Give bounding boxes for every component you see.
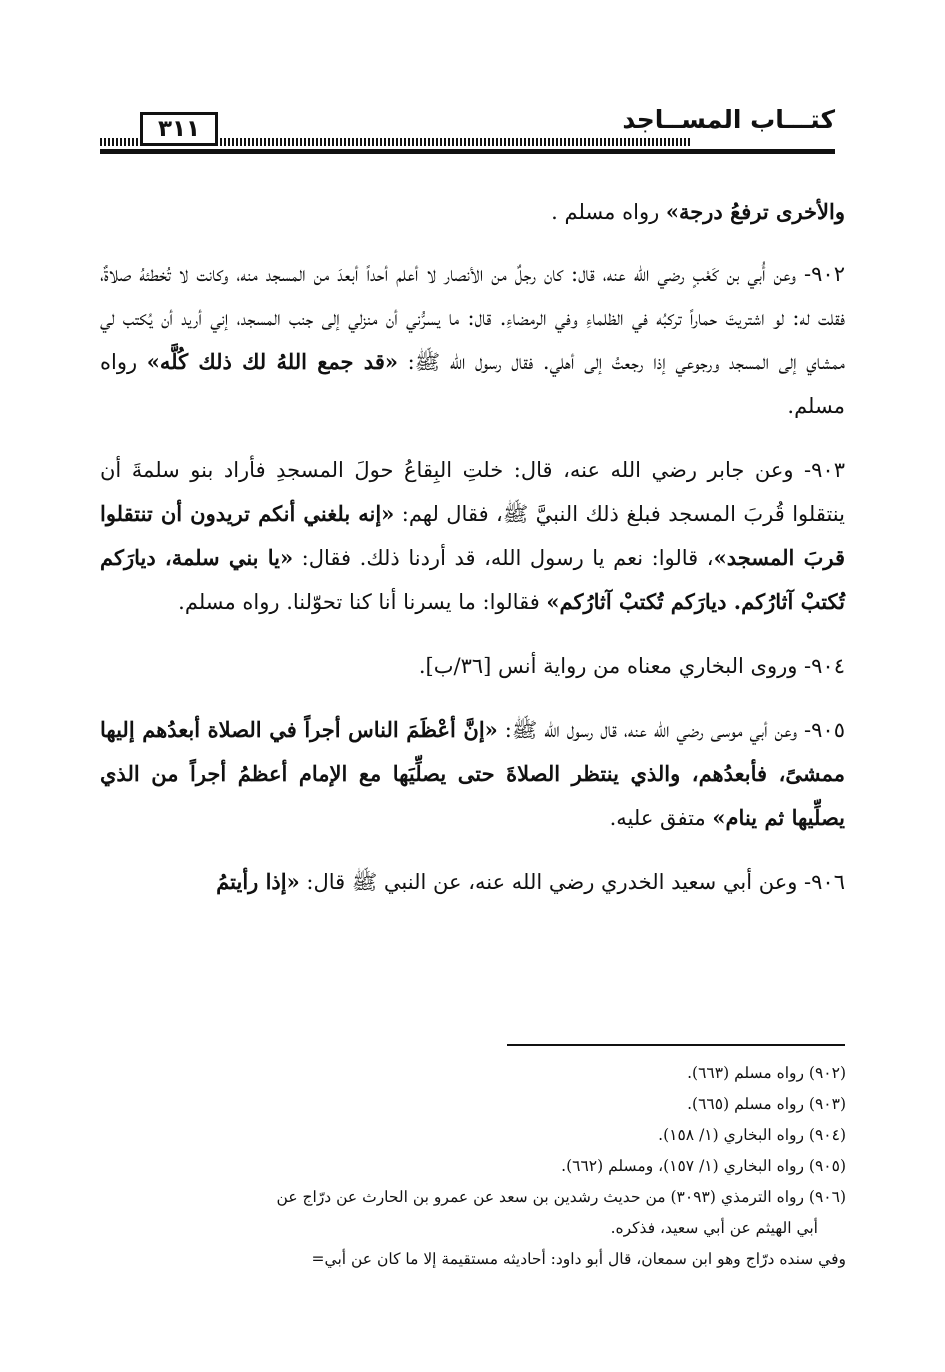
main-text	[100, 190, 845, 924]
hadith-903	[100, 448, 845, 624]
footnote-903: (٩٠٣) رواه مسلم (٦٦٥).	[687, 1095, 846, 1113]
text-span: رواه مسلم .	[551, 200, 666, 224]
footnote-905: (٩٠٥) رواه البخاري (١/ ١٥٧)، ومسلم (٦٦٢).	[561, 1157, 846, 1175]
text-span: ٩٠٤- وروى البخاري معناه من رواية أنس [٣٦/ب].	[418, 654, 845, 678]
hadith-quote: «قد جمع اللهُ لك ذلك كُلَّه»	[146, 349, 398, 374]
footnote-906-line-1: (٩٠٦) رواه الترمذي (٣٠٩٣) من حديث رشدين بن سعد عن عمرو بن الحارث عن درّاج عن	[276, 1188, 846, 1206]
hadith-quote: والأخرى ترفعُ درجة»	[665, 199, 845, 224]
hadith-quote: «يا بني سلمة، ديارَكم تُكتبْ آثارُكم. ديارَكم تُكتبْ آثارُكم»	[100, 545, 845, 614]
footnote-separator	[507, 1044, 845, 1046]
footnote-906-line-2: أبي الهيثم عن أبي سعيد، فذكره.	[610, 1219, 818, 1237]
text-span: ٩٠٥- وعن أبي موسى رضي الله عنه، قال رسول الله ﷺ:	[497, 718, 845, 742]
hadith-902	[100, 252, 845, 428]
hadith-905	[100, 708, 845, 840]
text-span: ، قالوا: نعم يا رسول الله، قد أردنا ذلك. فقال:	[293, 546, 714, 570]
text-span: فقالوا: ما يسرنا أنا كنا تحوّلنا. رواه مسلم.	[178, 590, 547, 614]
chapter-title: كتـــاب المســاجد	[622, 105, 835, 134]
footnote-902: (٩٠٢) رواه مسلم (٦٦٣).	[687, 1064, 846, 1082]
text-span: ٩٠٣- وعن جابر رضي الله عنه، قال: خلتِ البِقاعُ حولَ المسجدِ فأراد بنو سلمةَ أن ينتقلوا قُربَ المسجد فبلغ ذلك النبيَّ ﷺ، فقال لهم:	[100, 458, 845, 526]
footnotes	[86, 1058, 846, 1275]
page-number: ٣١١	[140, 112, 218, 146]
text-span: متفق عليه.	[609, 806, 713, 830]
page-header	[100, 104, 835, 154]
hadith-quote: «إنه بلغني أنكم تريدون أن تنتقلوا قربَ المسجد»	[100, 501, 845, 570]
hadith-906	[100, 860, 845, 904]
footnote-906-line-3: وفي سنده درّاج وهو ابن سمعان، قال أبو داود: أحاديثه مستقيمة إلا ما كان عن أبي=	[311, 1250, 846, 1268]
hadith-quote: «إنَّ أعْظَمَ الناس أجراً في الصلاة أبعدُهم إليها ممشىً، فأبعدُهم، والذي ينتظر الصلاةَ حتى يصلِّيَها مع الإمام أعظمُ أجراً من الذي يصلِّيها ثم ينام»	[100, 717, 845, 830]
text-span: ٩٠٢- وعن أُبي بن كَعْبٍ رضي الله عنه، قال: كان رجلٌ من الأنصار لا أعلم أحداً أبعدَ من المسجد منه، وكانت لا تُخطئهُ صلاةٌ، فقلت له: لو اشتريتَ حماراً تركبُه في الظلماءِ وفي الرمضاءِ. قال: ما يسرُّني أن منزلي إلى جنب المسجد، إني أريد أن يُكتب لي ممشاي إلى المسجد ورجوعي إذا رجعتُ إلى أهلي. فقال رسول الله ﷺ:	[100, 262, 845, 374]
header-rule	[100, 149, 835, 154]
hadith-904	[100, 644, 845, 688]
paragraph-continuation	[100, 190, 845, 234]
footnote-904: (٩٠٤) رواه البخاري (١/ ١٥٨).	[658, 1126, 846, 1144]
hadith-quote: «إذا رأيتمُ	[216, 869, 300, 894]
text-span: ٩٠٦- وعن أبي سعيد الخدري رضي الله عنه، عن النبي ﷺ قال:	[299, 870, 845, 894]
text-span: رواه مسلم.	[100, 350, 845, 418]
